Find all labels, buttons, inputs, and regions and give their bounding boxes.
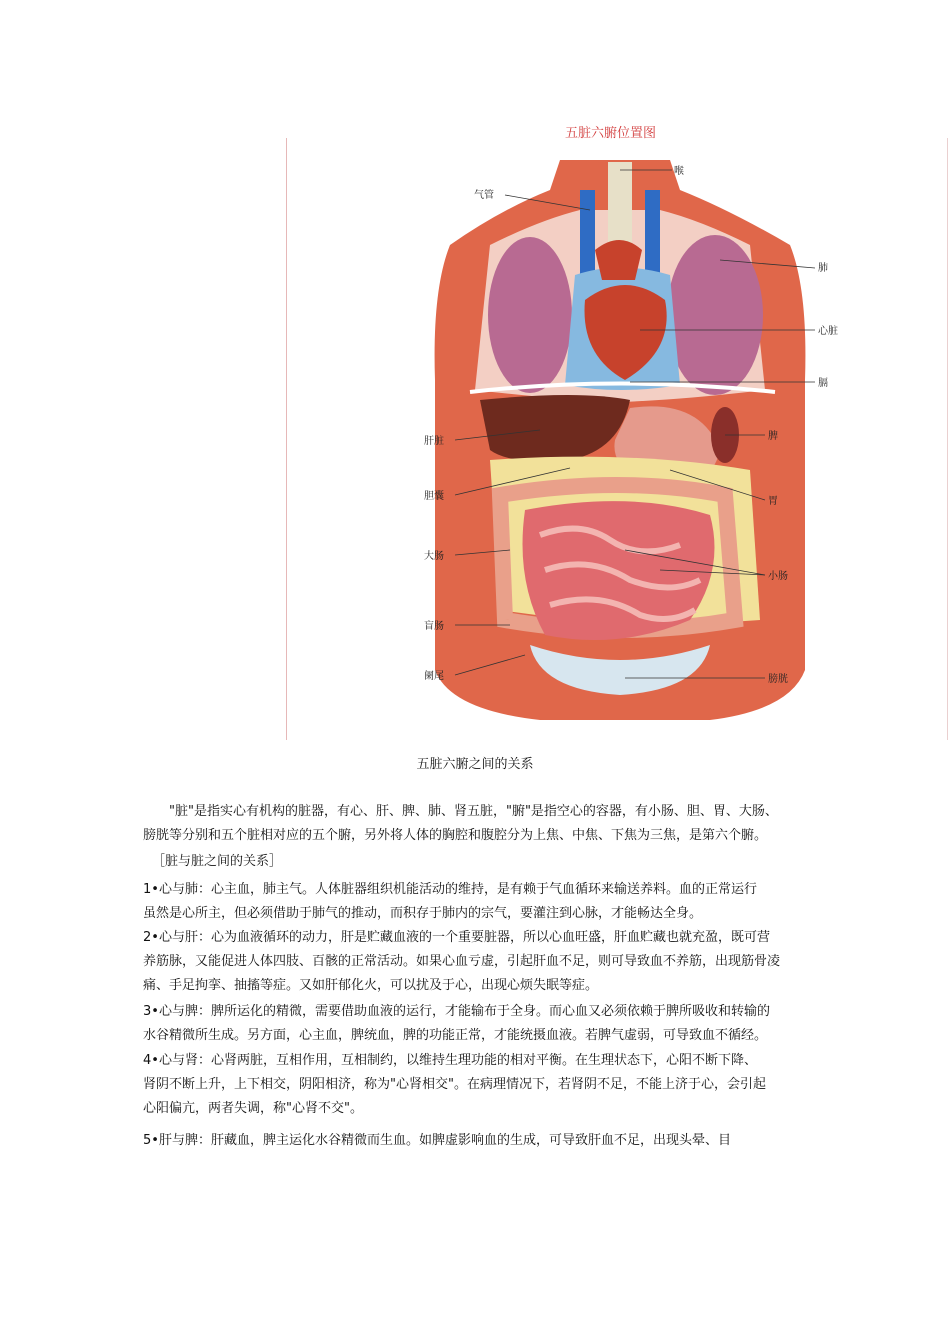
label-gallbladder: 胆囊 (424, 491, 444, 502)
label-cecum: 盲肠 (424, 621, 444, 632)
figure-left-border (286, 138, 287, 740)
item-line: 3•心与脾：脾所运化的精微，需要借助血液的运行，才能输布于全身。而心血又必须依赖于脾所吸收和转输的 (143, 1004, 770, 1019)
label-stomach: 胃 (768, 496, 778, 507)
item-line: 养筋脉，又能促进人体四肢、百骸的正常活动。如果心血亏虚，引起肝血不足，则可导致血不养筋，出现筋骨凌 (143, 954, 781, 969)
intro-paragraph (143, 800, 813, 848)
item-paragraph-2 (143, 926, 813, 998)
item-line: 5•肝与脾：肝藏血，脾主运化水谷精微而生血。如脾虚影响血的生成，可导致肝血不足，出现头晕、目 (143, 1133, 731, 1148)
label-liver: 肝脏 (424, 436, 444, 447)
item-line: 痛、手足拘挛、抽搐等症。又如肝郁化火，可以扰及于心，出现心烦失眠等症。 (143, 978, 599, 993)
item-line: 水谷精微所生成。另方面，心主血，脾统血，脾的功能正常，才能统摄血液。若脾气虚弱，可导致血不循经。 (143, 1028, 768, 1043)
item-line: 2•心与肝：心为血液循环的动力，肝是贮藏血液的一个重要脏器，所以心血旺盛，肝血贮藏也就充盈，既可营 (143, 930, 770, 945)
figure-right-border (947, 138, 948, 740)
item-paragraph-1 (143, 878, 813, 926)
label-large-intestine: 大肠 (424, 551, 444, 562)
label-trachea: 气管 (474, 190, 494, 201)
anatomy-illustration (380, 150, 860, 725)
figure-title: 五脏六腑位置图 (565, 126, 657, 141)
label-diaphragm: 膈 (818, 378, 828, 389)
item-paragraph-4 (143, 1049, 813, 1121)
item-line: 肾阴不断上升，上下相交，阴阳相济，称为"心肾相交"。在病理情况下，若肾阴不足，不能上济于心，会引起 (143, 1077, 766, 1092)
label-appendix: 阑尾 (424, 671, 444, 682)
label-spleen: 脾 (768, 431, 778, 442)
item-paragraph-3 (143, 1000, 813, 1048)
label-small-intestine: 小肠 (768, 571, 788, 582)
intro-line: "脏"是指实心有机构的脏器，有心、肝、脾、肺、肾五脏，"腑"是指空心的容器，有小肠、胆、胃、大肠、 (169, 804, 778, 819)
item-line: 4•心与肾：心肾两脏，互相作用，互相制约，以维持生理功能的相对平衡。在生理状态下，心阳不断下降、 (143, 1053, 757, 1068)
label-heart: 心脏 (818, 326, 838, 337)
item-line: 心阳偏亢，两者失调，称"心肾不交"。 (143, 1101, 363, 1116)
section-heading: ［脏与脏之间的关系］ (152, 854, 283, 869)
label-bladder: 膀胱 (768, 674, 788, 685)
figure-caption: 五脏六腑之间的关系 (416, 757, 534, 772)
label-lung: 肺 (818, 263, 828, 274)
item-line: 虽然是心所主，但必须借助于肺气的推动，而积存于肺内的宗气，要灌注到心脉，才能畅达全身。 (143, 906, 703, 921)
intro-line: 膀胱等分别和五个脏相对应的五个腑，另外将人体的胸腔和腹腔分为上焦、中焦、下焦为三焦，是第六个腑。 (143, 828, 768, 843)
item-line: 1•心与肺：心主血，肺主气。人体脏器组织机能活动的维持，是有赖于气血循环来输送养料。血的正常运行 (143, 882, 757, 897)
label-throat: 喉 (674, 166, 684, 177)
item-paragraph-5 (143, 1129, 813, 1153)
